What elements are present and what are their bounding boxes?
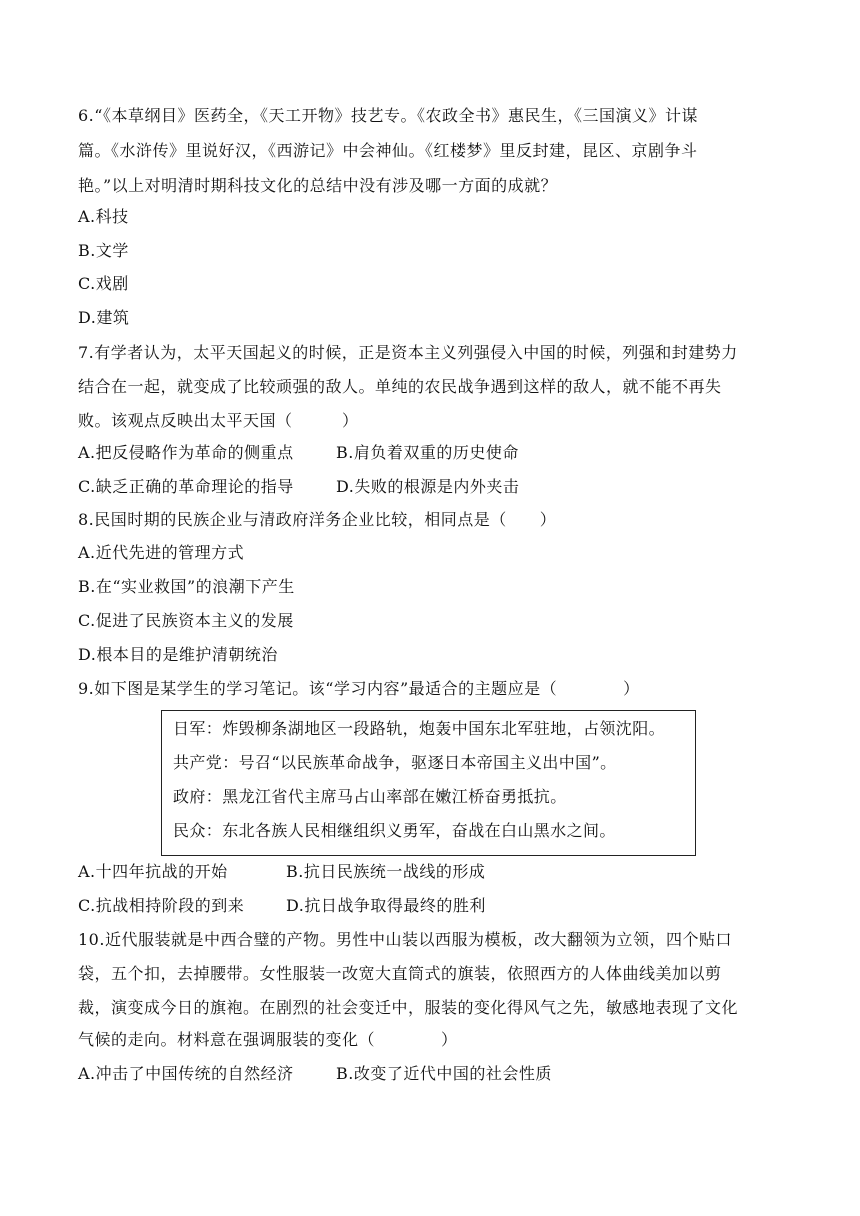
q10-stem-line-2: 袋，五个扣，去掉腰带。女性服装一改宽大直筒式的旗装，依照西方的人体曲线美加以剪 (78, 964, 722, 983)
q6-stem-line-3: 艳。”以上对明清时期科技文化的总结中没有涉及哪一方面的成就？ (78, 176, 558, 195)
q7-stem-line-2: 结合在一起，就变成了比较顽强的敌人。单纯的农民战争遇到这样的敌人，就不能不再失 (78, 377, 722, 396)
q6-option-d[interactable]: D.建筑 (78, 308, 130, 327)
q8-option-d[interactable]: D.根本目的是维护清朝统治 (78, 645, 278, 664)
q10-options-row-1 (78, 1064, 778, 1084)
q9-options-row-2 (78, 896, 778, 916)
q8-option-a[interactable]: A.近代先进的管理方式 (78, 543, 245, 562)
q7-option-d[interactable]: D.失败的根源是内外夹击 (336, 477, 520, 496)
q7-options-row-1 (78, 443, 778, 463)
q9-stem: 9.如下图是某学生的学习笔记。该“学习内容”最适合的主题应是（ ） (78, 679, 640, 698)
q10-stem-line-3: 裁，演变成今日的旗袍。在剧烈的社会变迁中，服装的变化得风气之先，敏感地表现了文化 (78, 998, 739, 1017)
q9-option-a[interactable]: A.十四年抗战的开始 (78, 862, 228, 881)
note-government: 政府：黑龙江省代主席马占山率部在嫩江桥奋勇抵抗。 (173, 787, 567, 806)
q7-stem-line-1: 7.有学者认为，太平天国起义的时候，正是资本主义列强侵入中国的时候，列强和封建势力 (78, 343, 738, 362)
q7-option-b[interactable]: B.肩负着双重的历史使命 (336, 443, 519, 462)
q10-option-a[interactable]: A.冲击了中国传统的自然经济 (78, 1064, 294, 1083)
q10-option-b[interactable]: B.改变了近代中国的社会性质 (336, 1064, 552, 1083)
q7-stem-line-3: 败。该观点反映出太平天国（ ） (78, 411, 359, 430)
study-notes-box (161, 710, 696, 856)
q6-option-a[interactable]: A.科技 (78, 207, 129, 226)
q9-option-d[interactable]: D.抗日战争取得最终的胜利 (286, 896, 486, 915)
q9-options-row-1 (78, 862, 778, 882)
q9-option-b[interactable]: B.抗日民族统一战线的形成 (286, 862, 486, 881)
q8-stem: 8.民国时期的民族企业与清政府洋务企业比较，相同点是（ ） (78, 510, 557, 529)
q7-option-a[interactable]: A.把反侵略作为革命的侧重点 (78, 443, 294, 462)
q6-stem-line-1: 6.“《本草纲目》医药全，《天工开物》技艺专。《农政全书》惠民生，《三国演义》计谋 (78, 106, 698, 125)
note-masses: 民众：东北各族人民相继组织义勇军，奋战在白山黑水之间。 (173, 821, 616, 840)
q6-stem-line-2: 篇。《水浒传》里说好汉，《西游记》中会神仙。《红楼梦》里反封建，昆区、京剧争斗 (78, 141, 698, 160)
note-communist-party: 共产党：号召“以民族革命战争，驱逐日本帝国主义出中国”。 (173, 753, 617, 772)
note-japanese-army: 日军：炸毁柳条湖地区一段路轨，炮轰中国东北军驻地，占领沈阳。 (173, 719, 666, 738)
q7-options-row-2 (78, 477, 778, 497)
q9-option-c[interactable]: C.抗战相持阶段的到来 (78, 896, 245, 915)
q7-option-c[interactable]: C.缺乏正确的革命理论的指导 (78, 477, 294, 496)
q10-stem-line-4: 气候的走向。材料意在强调服装的变化（ ） (78, 1030, 458, 1049)
q8-option-c[interactable]: C.促进了民族资本主义的发展 (78, 611, 294, 630)
q8-option-b[interactable]: B.在“实业救国”的浪潮下产生 (78, 577, 295, 596)
q6-option-c[interactable]: C.戏剧 (78, 274, 129, 293)
q10-stem-line-1: 10.近代服装就是中西合璧的产物。男性中山装以西服为模板，改大翻领为立领，四个贴口 (78, 930, 732, 949)
q6-option-b[interactable]: B.文学 (78, 241, 129, 260)
